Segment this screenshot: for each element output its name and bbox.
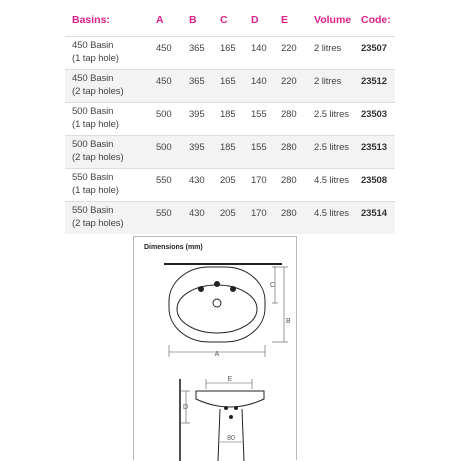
dimension-label-c: C (270, 282, 276, 289)
cell-a: 500 (156, 109, 172, 120)
tap-holes-text: (2 tap holes) (72, 217, 124, 229)
basin-name (72, 106, 119, 131)
cell-d: 155 (251, 142, 267, 153)
cell-c: 165 (220, 43, 236, 54)
cell-e: 220 (281, 43, 297, 54)
cell-e: 280 (281, 208, 297, 219)
cell-code: 23513 (361, 142, 387, 153)
basin-name-text: 500 Basin (72, 106, 114, 117)
cell-b: 430 (189, 175, 205, 186)
header-a: A (156, 14, 164, 26)
header-volume: Volume (314, 14, 352, 26)
header-code: Code: (361, 14, 391, 26)
basin-outline-top (169, 267, 265, 342)
cell-volume: 2.5 litres (314, 109, 349, 120)
cell-a: 450 (156, 43, 172, 54)
cell-b: 395 (189, 142, 205, 153)
header-e: E (281, 14, 289, 26)
cell-code: 23507 (361, 43, 387, 54)
header-c: C (220, 14, 228, 26)
cell-a: 500 (156, 142, 172, 153)
waste-outlet (213, 299, 221, 307)
cell-d: 170 (251, 175, 267, 186)
cell-volume: 4.5 litres (314, 208, 349, 219)
cell-c: 165 (220, 76, 236, 87)
cell-d: 140 (251, 43, 267, 54)
cell-e: 280 (281, 142, 297, 153)
header-basins: Basins: (72, 14, 110, 26)
table-row (65, 168, 395, 201)
basin-name (72, 40, 119, 65)
header-b: B (189, 14, 197, 26)
cell-volume: 2.5 litres (314, 142, 349, 153)
cell-d: 140 (251, 76, 267, 87)
tap-holes-text: (2 tap holes) (72, 85, 124, 97)
cell-a: 550 (156, 208, 172, 219)
bowl-outline (177, 285, 257, 333)
dimensions-diagram (133, 236, 297, 460)
cell-volume: 2 litres (314, 76, 342, 87)
cell-volume: 4.5 litres (314, 175, 349, 186)
tap-hole-2 (231, 287, 236, 292)
cell-c: 185 (220, 109, 236, 120)
cell-e: 280 (281, 109, 297, 120)
table-row (65, 135, 395, 168)
basin-name-text: 550 Basin (72, 205, 114, 216)
basin-name (72, 172, 119, 197)
cell-a: 550 (156, 175, 172, 186)
basin-name (72, 73, 124, 98)
cell-b: 365 (189, 43, 205, 54)
basin-name-text: 550 Basin (72, 172, 114, 183)
header-d: D (251, 14, 259, 26)
basin-side-profile (196, 391, 264, 407)
cell-code: 23503 (361, 109, 387, 120)
cell-volume: 2 litres (314, 43, 342, 54)
cell-code: 23512 (361, 76, 387, 87)
cell-code: 23514 (361, 208, 387, 219)
cell-b: 395 (189, 109, 205, 120)
cell-b: 430 (189, 208, 205, 219)
dimension-label-a: A (214, 351, 220, 358)
cell-d: 170 (251, 208, 267, 219)
table-row (65, 69, 395, 102)
basin-name (72, 205, 124, 230)
table-row (65, 201, 395, 234)
basin-name (72, 139, 124, 164)
cell-e: 220 (281, 76, 297, 87)
table-row (65, 102, 395, 135)
tap-holes-text: (1 tap hole) (72, 52, 119, 64)
tap-holes-text: (1 tap hole) (72, 118, 119, 130)
dimension-label-e: E (227, 376, 233, 383)
tap-holes-text: (1 tap hole) (72, 184, 119, 196)
cell-c: 185 (220, 142, 236, 153)
cell-b: 365 (189, 76, 205, 87)
basin-drawing (134, 237, 298, 461)
cell-a: 450 (156, 76, 172, 87)
dimension-label-d: D (183, 404, 189, 411)
basin-name-text: 500 Basin (72, 139, 114, 150)
tap-hole-1 (199, 287, 204, 292)
dimension-label-b: B (286, 318, 291, 325)
cell-code: 23508 (361, 175, 387, 186)
cell-c: 205 (220, 208, 236, 219)
basin-name-text: 450 Basin (72, 40, 114, 51)
cell-e: 280 (281, 175, 297, 186)
diagram-title: Dimensions (mm) (144, 244, 203, 251)
cell-c: 205 (220, 175, 236, 186)
dimension-label-80: 80 (227, 435, 235, 442)
spec-table (65, 14, 395, 234)
table-row (65, 36, 395, 69)
basin-name-text: 450 Basin (72, 73, 114, 84)
table-header (65, 14, 395, 36)
cell-d: 155 (251, 109, 267, 120)
tap-hole-centre (215, 282, 220, 287)
tap-holes-text: (2 tap holes) (72, 151, 124, 163)
